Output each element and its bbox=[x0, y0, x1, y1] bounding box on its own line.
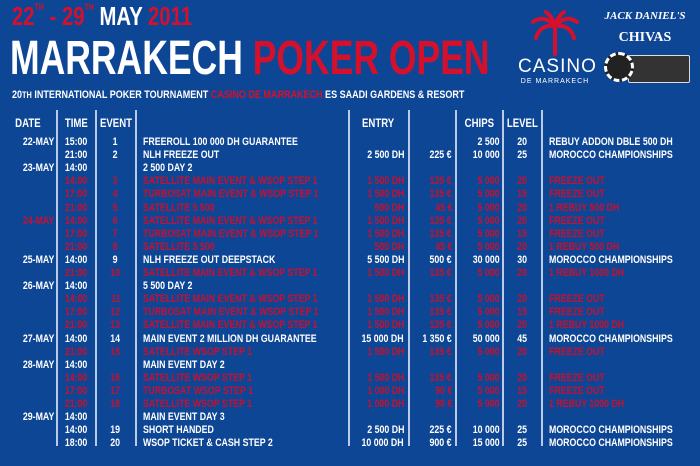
table-row bbox=[0, 280, 700, 293]
cell-event bbox=[96, 280, 135, 293]
cell-date bbox=[2, 398, 54, 411]
cell-chips: 5 000 bbox=[477, 227, 500, 240]
cell-event: 13 bbox=[110, 319, 121, 332]
header-date: DATE bbox=[15, 116, 41, 130]
cell-eur: 90 € bbox=[434, 398, 452, 410]
cell-event: 18 bbox=[110, 398, 121, 410]
cell-event bbox=[96, 411, 135, 424]
cell-eur: 900 € bbox=[429, 437, 452, 450]
cell-date: 25-MAY bbox=[22, 253, 54, 266]
palm-tree-icon bbox=[530, 10, 580, 56]
table-row bbox=[0, 136, 700, 149]
cell-chips bbox=[456, 411, 500, 424]
cell-note bbox=[549, 359, 699, 372]
cell-date bbox=[2, 346, 54, 359]
casino-logo bbox=[518, 10, 597, 85]
cell-level: 15 bbox=[517, 384, 527, 397]
cell-note: 1 REBUY 1000 DH bbox=[549, 398, 625, 410]
cell-date: 26-MAY bbox=[22, 280, 54, 293]
cell-date bbox=[2, 372, 54, 385]
cell-eur: 225 € bbox=[429, 149, 452, 162]
cell-event: 3 bbox=[113, 175, 118, 188]
cell-eur: 135 € bbox=[429, 227, 452, 240]
casino-logo-subtext: DE MARRAKECH bbox=[520, 78, 590, 85]
cell-time: 14:00 bbox=[64, 293, 88, 306]
header-entry: ENTRY bbox=[362, 116, 395, 130]
table-row bbox=[0, 175, 700, 188]
header-chips: CHIPS bbox=[464, 116, 494, 130]
cell-chips: 5 000 bbox=[477, 188, 500, 201]
cell-chips bbox=[456, 162, 500, 175]
cell-name: MAIN EVENT DAY 2 bbox=[143, 358, 225, 371]
cell-time: 21:00 bbox=[64, 345, 88, 358]
cell-name: WSOP TICKET & CASH STEP 2 bbox=[143, 437, 273, 450]
sponsor-logos bbox=[600, 10, 690, 84]
header-level: LEVEL bbox=[506, 116, 538, 130]
cell-level: 20 bbox=[517, 293, 527, 306]
cell-eur: 135 € bbox=[429, 306, 452, 319]
table-row bbox=[0, 385, 700, 398]
cell-event: 10 bbox=[110, 267, 121, 279]
cell-entry: 10 000 DH bbox=[361, 437, 404, 450]
cell-event: 1 bbox=[113, 136, 118, 148]
cell-date bbox=[2, 267, 54, 280]
cell-note: 1 REBUY 1000 DH bbox=[549, 319, 625, 332]
cell-entry bbox=[349, 411, 404, 424]
cell-chips bbox=[456, 280, 500, 293]
table-row bbox=[0, 306, 700, 319]
cell-note: FREEZE OUT bbox=[549, 306, 605, 319]
cell-note: MOROCCO CHAMPIONSHIPS bbox=[549, 437, 673, 450]
cell-chips: 5 000 bbox=[477, 175, 500, 188]
cell-note: FREEZE OUT bbox=[549, 293, 605, 306]
cell-entry: 2 500 DH bbox=[366, 149, 404, 162]
cell-entry: 1 500 DH bbox=[366, 345, 404, 358]
table-row bbox=[0, 346, 700, 359]
cell-date: 23-MAY bbox=[22, 162, 54, 175]
cell-chips: 15 000 bbox=[473, 437, 500, 450]
table-row bbox=[0, 228, 700, 241]
cell-chips: 5 000 bbox=[477, 398, 500, 410]
cell-date: 28-MAY bbox=[22, 358, 54, 371]
cell-date bbox=[2, 175, 54, 188]
cell-entry: 1 500 DH bbox=[366, 267, 404, 279]
cell-date bbox=[2, 424, 54, 437]
cell-name: TURBOSAT MAIN EVENT & WSOP STEP 1 bbox=[143, 227, 319, 240]
cell-date bbox=[2, 241, 54, 254]
cell-event bbox=[96, 162, 135, 175]
cell-entry: 500 DH bbox=[374, 240, 404, 253]
cell-note: FREEZE OUT bbox=[549, 214, 605, 227]
cell-time: 14:00 bbox=[64, 214, 88, 227]
cell-note: FREEZE OUT bbox=[549, 371, 605, 384]
cell-date bbox=[2, 319, 54, 332]
table-row bbox=[0, 437, 700, 450]
cell-entry: 1 500 DH bbox=[366, 175, 404, 188]
cell-name: SATELLITE WSOP STEP 1 bbox=[143, 345, 253, 358]
cell-chips: 5 000 bbox=[477, 201, 500, 214]
cell-event bbox=[96, 359, 135, 372]
cell-entry: 2 500 DH bbox=[366, 424, 404, 437]
cell-date bbox=[2, 293, 54, 306]
cell-note: MOROCCO CHAMPIONSHIPS bbox=[549, 424, 673, 437]
cell-level: 20 bbox=[517, 201, 527, 214]
cell-note: 1 REBUY 1000 DH bbox=[549, 267, 625, 279]
cell-name: SATELLITE WSOP STEP 1 bbox=[143, 371, 253, 384]
cell-time: 21:00 bbox=[64, 267, 88, 279]
cell-time: 17:00 bbox=[64, 227, 88, 240]
cell-event: 4 bbox=[113, 188, 118, 201]
cell-eur: 1 350 € bbox=[422, 332, 452, 345]
cell-chips: 10 000 bbox=[473, 424, 500, 437]
casino-logo-text: CASINO bbox=[518, 56, 597, 77]
cell-entry: 1 000 DH bbox=[366, 398, 404, 410]
cell-entry: 1 500 DH bbox=[366, 319, 404, 332]
cell-name: 2 500 DAY 2 bbox=[143, 162, 193, 175]
cell-name: SATELLITE MAIN EVENT & WSOP STEP 1 bbox=[143, 293, 318, 306]
cell-time: 14:00 bbox=[64, 358, 88, 371]
cell-note bbox=[549, 280, 699, 293]
table-row bbox=[0, 372, 700, 385]
cell-entry bbox=[349, 280, 404, 293]
table-row bbox=[0, 333, 700, 346]
cell-chips: 10 000 bbox=[473, 149, 500, 162]
subtitle-text: INTERNATIONAL POKER TOURNAMENT bbox=[34, 89, 209, 101]
jack-daniels-logo: JACK DANIEL'S bbox=[604, 10, 686, 22]
cell-chips: 5 000 bbox=[477, 384, 500, 397]
cell-entry bbox=[349, 359, 404, 372]
poker-chip-logo bbox=[602, 52, 688, 84]
cell-eur: 135 € bbox=[429, 345, 452, 358]
cell-level: 15 bbox=[517, 188, 527, 201]
title-city: MARRAKECH bbox=[10, 32, 243, 85]
cell-name: SATELLITE 5 500 bbox=[143, 201, 215, 214]
cell-date: 22-MAY bbox=[22, 136, 54, 148]
table-row bbox=[0, 188, 700, 201]
cell-note: REBUY ADDON DBLE 500 DH bbox=[549, 136, 673, 148]
cell-event: 20 bbox=[110, 437, 121, 450]
cell-note: MOROCCO CHAMPIONSHIPS bbox=[549, 253, 673, 266]
cell-date: 27-MAY bbox=[22, 332, 54, 345]
header-time: TIME bbox=[64, 116, 88, 130]
cell-eur: 135 € bbox=[429, 293, 452, 306]
cell-name: NLH FREEZE OUT bbox=[143, 149, 220, 162]
cell-entry: 5 500 DH bbox=[366, 253, 404, 266]
subtitle bbox=[12, 89, 564, 101]
cell-level: 25 bbox=[517, 437, 527, 450]
cell-level: 15 bbox=[517, 227, 527, 240]
cell-eur: 135 € bbox=[429, 188, 452, 201]
cell-level: 20 bbox=[517, 267, 527, 279]
subtitle-number: 20 bbox=[12, 89, 23, 101]
cell-date bbox=[2, 306, 54, 319]
cell-level: 30 bbox=[517, 253, 527, 266]
table-row bbox=[0, 319, 700, 332]
cell-eur: 45 € bbox=[434, 240, 452, 253]
cell-name: SATELLITE MAIN EVENT & WSOP STEP 1 bbox=[143, 267, 318, 279]
date-dash: - bbox=[49, 1, 57, 31]
cell-note: MOROCCO CHAMPIONSHIPS bbox=[549, 332, 673, 345]
cell-event: 11 bbox=[110, 293, 121, 306]
cell-chips: 5 000 bbox=[477, 267, 500, 279]
cell-eur: 225 € bbox=[429, 424, 452, 437]
cell-eur: 135 € bbox=[429, 214, 452, 227]
cell-chips: 5 000 bbox=[477, 293, 500, 306]
cell-event: 15 bbox=[110, 345, 121, 358]
table-row bbox=[0, 398, 700, 411]
cell-eur: 135 € bbox=[429, 267, 452, 279]
table-row bbox=[0, 254, 700, 267]
header-event: EVENT bbox=[100, 116, 133, 130]
cell-event: 5 bbox=[113, 201, 118, 214]
cell-level: 20 bbox=[517, 214, 527, 227]
cell-note: 1 REBUY 500 DH bbox=[549, 201, 620, 214]
cell-eur bbox=[409, 136, 452, 149]
subtitle-suffix: TH bbox=[22, 90, 32, 100]
cell-level: 45 bbox=[517, 332, 527, 345]
cell-date: 24-MAY bbox=[22, 214, 54, 227]
cell-entry: 500 DH bbox=[374, 201, 404, 214]
cell-eur: 135 € bbox=[429, 319, 452, 332]
cell-name: SATELLITE 5 500 bbox=[143, 240, 215, 253]
cell-level: 20 bbox=[517, 371, 527, 384]
cell-event: 14 bbox=[110, 332, 121, 345]
cell-date bbox=[2, 149, 54, 162]
date-from: 22 bbox=[12, 1, 35, 31]
cell-entry: 1 500 DH bbox=[366, 293, 404, 306]
year: 2011 bbox=[148, 1, 193, 31]
cell-time: 14:00 bbox=[64, 253, 88, 266]
cell-eur: 45 € bbox=[434, 201, 452, 214]
schedule-table bbox=[0, 110, 700, 450]
cell-chips: 2 500 bbox=[477, 136, 500, 148]
cell-name: TURBOSAT WSOP STEP 1 bbox=[143, 384, 254, 397]
cell-time: 21:00 bbox=[64, 319, 88, 332]
cell-chips bbox=[456, 359, 500, 372]
cell-date: 29-MAY bbox=[22, 411, 54, 424]
month: MAY bbox=[99, 1, 143, 31]
cell-time: 17:00 bbox=[64, 384, 88, 397]
cell-eur bbox=[409, 359, 452, 372]
cell-event: 16 bbox=[110, 371, 121, 384]
cell-note: FREEZE OUT bbox=[549, 188, 605, 201]
cell-entry: 1 500 DH bbox=[366, 306, 404, 319]
cell-chips: 5 000 bbox=[477, 214, 500, 227]
cell-eur: 500 € bbox=[429, 253, 452, 266]
cell-time: 14:00 bbox=[64, 280, 88, 293]
cell-level bbox=[503, 162, 541, 175]
cell-name: SATELLITE MAIN EVENT & WSOP STEP 1 bbox=[143, 319, 318, 332]
cell-note: FREEZE OUT bbox=[549, 227, 605, 240]
cell-eur: 90 € bbox=[434, 384, 452, 397]
subtitle-resort: ES SAADI GARDENS & RESORT bbox=[325, 89, 465, 101]
poker-card-icon bbox=[628, 55, 690, 83]
cell-name: 5 500 DAY 2 bbox=[143, 280, 193, 293]
cell-date bbox=[2, 228, 54, 241]
cell-time: 21:00 bbox=[64, 149, 88, 162]
table-header bbox=[0, 117, 700, 130]
cell-level: 25 bbox=[517, 424, 527, 437]
table-row bbox=[0, 215, 700, 228]
cell-date bbox=[2, 202, 54, 215]
cell-entry: 1 500 DH bbox=[366, 227, 404, 240]
cell-entry: 1 500 DH bbox=[366, 371, 404, 384]
cell-event: 9 bbox=[113, 253, 118, 266]
cell-note: MOROCCO CHAMPIONSHIPS bbox=[549, 149, 673, 162]
date-to: 29 bbox=[61, 1, 85, 31]
cell-time: 21:00 bbox=[64, 240, 88, 253]
table-row bbox=[0, 202, 700, 215]
cell-event: 6 bbox=[113, 214, 118, 227]
cell-eur bbox=[409, 411, 452, 424]
cell-time: 14:00 bbox=[64, 332, 88, 345]
cell-note bbox=[549, 162, 699, 175]
cell-level: 20 bbox=[517, 175, 527, 188]
cell-entry bbox=[349, 136, 404, 149]
cell-event: 17 bbox=[110, 384, 121, 397]
cell-name: TURBOSAT MAIN EVENT & WSOP STEP 1 bbox=[143, 188, 319, 201]
cell-name: SATELLITE MAIN EVENT & WSOP STEP 1 bbox=[143, 214, 318, 227]
cell-chips: 5 000 bbox=[477, 306, 500, 319]
cell-time: 14:00 bbox=[64, 162, 88, 175]
cell-level: 20 bbox=[517, 319, 527, 332]
cell-date bbox=[2, 188, 54, 201]
cell-note: FREEZE OUT bbox=[549, 175, 605, 188]
cell-time: 14:00 bbox=[64, 371, 88, 384]
cell-name: SHORT HANDED bbox=[143, 424, 214, 437]
cell-chips: 5 000 bbox=[477, 345, 500, 358]
cell-eur: 135 € bbox=[429, 175, 452, 188]
cell-chips: 50 000 bbox=[473, 332, 500, 345]
cell-level bbox=[503, 411, 541, 424]
cell-chips: 30 000 bbox=[473, 253, 500, 266]
event-dates bbox=[12, 1, 243, 31]
cell-eur: 135 € bbox=[429, 371, 452, 384]
table-row bbox=[0, 267, 700, 280]
cell-chips: 5 000 bbox=[477, 240, 500, 253]
cell-level: 20 bbox=[517, 345, 527, 358]
table-row bbox=[0, 293, 700, 306]
cell-time: 14:00 bbox=[64, 175, 88, 188]
title-event: POKER OPEN bbox=[252, 32, 490, 85]
subtitle-venue: CASINO DE MARRAKECH bbox=[210, 89, 323, 101]
cell-time: 17:00 bbox=[64, 306, 88, 319]
chivas-logo: CHIVAS bbox=[618, 30, 672, 45]
cell-name: MAIN EVENT DAY 3 bbox=[143, 411, 225, 424]
table-row bbox=[0, 411, 700, 424]
cell-entry: 1 500 DH bbox=[366, 188, 404, 201]
cell-time: 17:00 bbox=[64, 188, 88, 201]
cell-entry: 1 500 DH bbox=[366, 214, 404, 227]
cell-level bbox=[503, 359, 541, 372]
date-from-suffix: TH bbox=[34, 2, 44, 12]
table-row bbox=[0, 424, 700, 437]
table-row bbox=[0, 241, 700, 254]
cell-level bbox=[503, 280, 541, 293]
table-row bbox=[0, 162, 700, 175]
cell-time: 21:00 bbox=[64, 398, 88, 410]
cell-level: 20 bbox=[517, 136, 527, 148]
cell-note: FREEZE OUT bbox=[549, 384, 605, 397]
cell-event: 7 bbox=[113, 227, 118, 240]
cell-event: 19 bbox=[110, 424, 121, 437]
cell-event: 2 bbox=[113, 149, 118, 162]
cell-event: 12 bbox=[110, 306, 121, 319]
cell-time: 18:00 bbox=[64, 437, 88, 450]
cell-event: 8 bbox=[113, 240, 118, 253]
cell-chips: 5 000 bbox=[477, 371, 500, 384]
cell-date bbox=[2, 385, 54, 398]
cell-note: FREEZE OUT bbox=[549, 345, 605, 358]
cell-note bbox=[549, 411, 699, 424]
cell-date bbox=[2, 437, 54, 450]
cell-entry: 15 000 DH bbox=[361, 332, 404, 345]
poker-chip-icon bbox=[604, 52, 634, 82]
cell-time: 21:00 bbox=[64, 201, 88, 214]
cell-eur bbox=[409, 280, 452, 293]
table-row bbox=[0, 359, 700, 372]
cell-name: MAIN EVENT 2 MILLION DH GUARANTEE bbox=[143, 332, 317, 345]
cell-name: NLH FREEZE OUT DEEPSTACK bbox=[143, 253, 276, 266]
cell-eur bbox=[409, 162, 452, 175]
cell-entry: 1 000 DH bbox=[366, 384, 404, 397]
cell-time: 14:00 bbox=[64, 424, 88, 437]
cell-name: SATELLITE WSOP STEP 1 bbox=[143, 398, 253, 410]
cell-level: 20 bbox=[517, 240, 527, 253]
cell-chips: 5 000 bbox=[477, 319, 500, 332]
cell-time: 14:00 bbox=[64, 411, 88, 424]
date-to-suffix: TH bbox=[84, 2, 94, 12]
cell-name: FREEROLL 100 000 DH GUARANTEE bbox=[143, 136, 298, 148]
cell-name: TURBOSAT MAIN EVENT & WSOP STEP 1 bbox=[143, 306, 319, 319]
cell-name: SATELLITE MAIN EVENT & WSOP STEP 1 bbox=[143, 175, 318, 188]
cell-level: 25 bbox=[517, 149, 527, 162]
cell-note: 1 REBUY 500 DH bbox=[549, 240, 620, 253]
table-row bbox=[0, 149, 700, 162]
cell-level: 20 bbox=[517, 398, 527, 410]
cell-entry bbox=[349, 162, 404, 175]
cell-time: 15:00 bbox=[64, 136, 88, 148]
cell-level: 15 bbox=[517, 306, 527, 319]
